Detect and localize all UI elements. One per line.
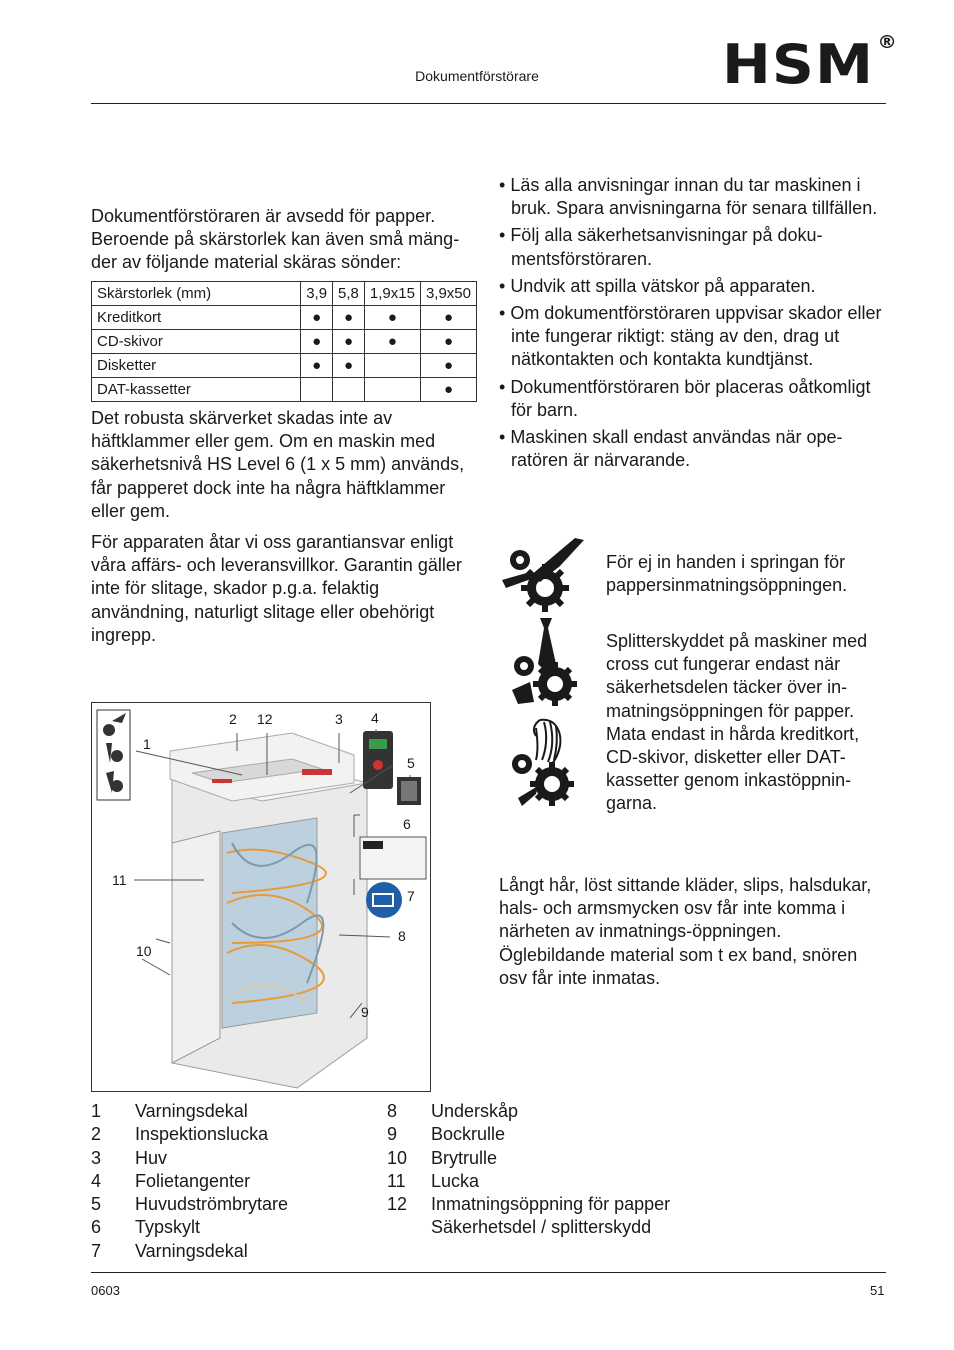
list-item: • Dokumentförstöraren bör placeras oåtkomligt för barn. — [499, 376, 889, 422]
legend-number: 12 — [387, 1194, 408, 1215]
legend-number: 5 — [91, 1194, 102, 1215]
table-cell: CD-skivor — [92, 330, 301, 354]
table-cell: 3,9x50 — [420, 282, 476, 306]
legend-text: Lucka — [431, 1170, 480, 1191]
hair-warning-icon — [510, 716, 588, 806]
table-cell: ● — [301, 354, 333, 378]
table-row — [92, 354, 477, 378]
figure-label-4: 4 — [371, 710, 379, 726]
table-cell: ● — [301, 330, 333, 354]
legend-item — [91, 1100, 381, 1123]
table-cell: ● — [364, 330, 420, 354]
intro-paragraph: Dokumentförstöraren är avsedd för papper. Beroende på skärstorlek kan även små mängder av följande material skäras sönder: — [91, 206, 460, 273]
legend-number: 2 — [91, 1124, 102, 1145]
table-cell — [333, 378, 365, 402]
figure-label-3: 3 — [335, 711, 343, 727]
legend-text: Brytrulle — [431, 1147, 498, 1168]
table-cell — [301, 378, 333, 402]
staple-paragraph: Det robusta skärverket skadas inte av häftklammer eller gem. Om en maskin med säkerhetsnivå HS Level 6 (1 x 5 mm) används, får papperet dock inte ha några häftklammer eller gem. — [91, 408, 465, 521]
table-cell: ● — [420, 306, 476, 330]
splitter-warning-text: Splitterskyddet på maskiner med cross cut fungerar endast när säkerhetsdelen täcker över inmatningsöppningen för papper. Mata endast in hårda kreditkort, CD-skivor, disketter eller DAT-kassetter genom inkastöppningarna. — [606, 631, 868, 814]
legend-item — [387, 1147, 707, 1170]
table-cell: Skärstorlek (mm) — [92, 282, 301, 306]
hand-warning-icon — [500, 536, 588, 614]
table-row — [92, 330, 477, 354]
legend-item — [387, 1216, 707, 1239]
legend-text: Säkerhetsdel / splitterskydd — [431, 1217, 652, 1238]
figure-label-7: 7 — [407, 888, 415, 904]
legend-number: 1 — [91, 1101, 102, 1121]
material-table — [91, 281, 477, 402]
figure-label-5: 5 — [407, 755, 415, 771]
table-cell: 5,8 — [333, 282, 365, 306]
table-cell: ● — [420, 354, 476, 378]
hair-warning-text: Långt hår, löst sittande kläder, slips, halsdukar, hals- och armsmycken osv får inte komma i närheten av inmatnings-öppningen. Öglebildande material som t ex band, snören osv får inte inmatas. — [499, 875, 872, 988]
legend-item — [387, 1170, 707, 1193]
legend-text: Folietangenter — [135, 1170, 251, 1191]
shredder-figure — [91, 702, 431, 1092]
legend-number: 7 — [91, 1240, 102, 1261]
figure-label-6: 6 — [403, 816, 411, 832]
figure-label-10: 10 — [136, 943, 152, 959]
table-cell: ● — [333, 306, 365, 330]
legend-text: Huv — [135, 1147, 168, 1168]
figure-label-1: 1 — [143, 736, 151, 752]
legend-number: 8 — [387, 1101, 398, 1121]
tie-warning-icon — [510, 616, 588, 706]
page-number: 51 — [870, 1283, 885, 1298]
legend-number: 9 — [387, 1124, 398, 1145]
legend-text: Varningsdekal — [135, 1101, 248, 1121]
list-item: • Om dokumentförstöraren uppvisar skador eller inte fungerar riktigt: stäng av den, drag ut nätkontakten och kontakta kundtjänst. — [499, 302, 889, 372]
legend-text: Inmatningsöppning för papper — [431, 1194, 671, 1215]
legend-item — [91, 1147, 381, 1170]
table-cell — [364, 378, 420, 402]
header-rule — [91, 103, 886, 104]
legend-left — [91, 1100, 381, 1263]
legend-text: Bockrulle — [431, 1124, 506, 1145]
legend-right — [387, 1100, 707, 1240]
figure-label-2: 2 — [229, 711, 237, 727]
safety-bullets — [499, 174, 889, 476]
table-cell: DAT-kassetter — [92, 378, 301, 402]
legend-item — [387, 1100, 707, 1123]
figure-label-12: 12 — [257, 711, 273, 727]
table-cell: ● — [420, 378, 476, 402]
legend-item — [387, 1123, 707, 1146]
figure-label-8: 8 — [398, 928, 406, 944]
hsm-logo: HSM ® — [722, 32, 898, 96]
legend-number: 4 — [91, 1170, 102, 1191]
figure-label-11: 11 — [112, 872, 127, 888]
table-header-row — [92, 282, 477, 306]
legend-text: Huvudströmbrytare — [135, 1194, 289, 1215]
table-cell: 1,9x15 — [364, 282, 420, 306]
table-cell: ● — [333, 330, 365, 354]
table-cell: ● — [301, 306, 333, 330]
legend-text: Typskylt — [135, 1217, 201, 1238]
shredder-illustration — [92, 703, 430, 1091]
table-cell: 3,9 — [301, 282, 333, 306]
table-cell: ● — [420, 330, 476, 354]
legend-text: Underskåp — [431, 1101, 519, 1121]
list-item: • Följ alla säkerhetsanvisningar på dokumentsförstöraren. — [499, 224, 889, 270]
table-cell: Kreditkort — [92, 306, 301, 330]
header-title: Dokumentförstörare — [415, 68, 539, 84]
table-row — [92, 306, 477, 330]
table-cell: ● — [364, 306, 420, 330]
legend-item — [91, 1240, 381, 1263]
legend-number: 10 — [387, 1147, 408, 1168]
legend-number: 6 — [91, 1217, 102, 1238]
table-row — [92, 378, 477, 402]
table-cell — [364, 354, 420, 378]
table-cell: ● — [333, 354, 365, 378]
legend-item — [91, 1123, 381, 1146]
figure-label-9: 9 — [361, 1004, 369, 1020]
list-item: • Maskinen skall endast användas när operatören är närvarande. — [499, 426, 889, 472]
legend-item — [91, 1170, 381, 1193]
legend-text: Inspektionslucka — [135, 1124, 269, 1145]
legend-number: 3 — [91, 1147, 102, 1168]
list-item: • Undvik att spilla vätskor på apparaten. — [499, 275, 889, 298]
hand-warning-text: För ej in handen i springan för pappersinmatningsöppningen. — [606, 552, 848, 596]
legend-item — [91, 1216, 381, 1239]
footer-doc-code: 0603 — [91, 1283, 120, 1298]
legend-item — [387, 1193, 707, 1216]
table-cell: Disketter — [92, 354, 301, 378]
legend-number: 11 — [387, 1170, 406, 1191]
list-item: • Läs alla anvisningar innan du tar maskinen i bruk. Spara anvisningarna för senara tillfällen. — [499, 174, 889, 220]
legend-text: Varningsdekal — [135, 1240, 248, 1261]
warranty-paragraph: För apparaten åtar vi oss garantiansvar enligt våra affärs- och leveransvillkor. Garantin gäller inte för slitage, skador p.g.a. felaktig användning, naturligt slitage eller obehörigt ingrepp. — [91, 532, 462, 645]
footer-rule — [91, 1272, 886, 1273]
legend-item — [91, 1193, 381, 1216]
